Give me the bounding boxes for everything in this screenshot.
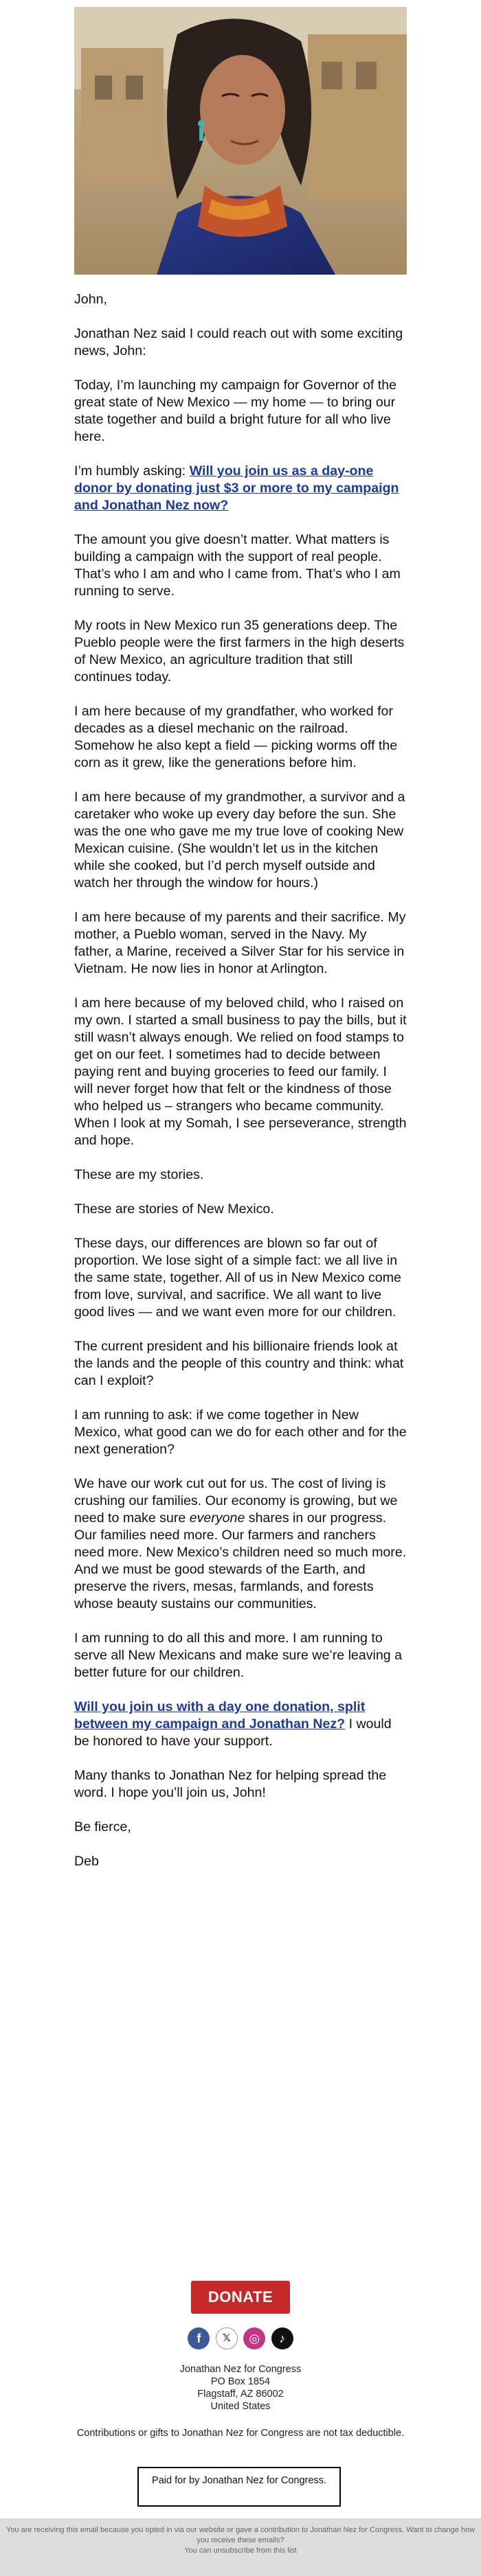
- greeting: John,: [74, 292, 107, 307]
- footer-notice: You are receiving this email because you opted in via our website or gave a contribution to Jonathan Nez for Congress. Want to change how you receive these emails?: [5, 2526, 476, 2544]
- address-country: United States: [210, 2401, 271, 2412]
- email-body: [74, 291, 407, 1887]
- hero-image: [74, 7, 407, 275]
- org-name: Jonathan Nez for Congress: [179, 2364, 302, 2375]
- mailing-address: [0, 2363, 481, 2413]
- paragraph: We have our work cut out for us. The cost of living is crushing our families. Our economy is growing, but we need to make sure everyone shares in our progress. Our families need more. Our farmers and ranchers need more. New Mexico’s children need so much more. And we must be good stewards of the Earth, and preserve the rivers, mesas, farmlands, and forests whose beauty sustains our communities.: [74, 1476, 407, 1611]
- paragraph: Many thanks to Jonathan Nez for helping spread the word. I hope you’ll join us, John!: [74, 1768, 387, 1800]
- tiktok-icon[interactable]: ♪: [271, 2327, 293, 2349]
- paragraph: Jonathan Nez said I could reach out with some exciting news, John:: [74, 326, 403, 358]
- paragraph: I’m humbly asking: Will you join us as a day-one donor by donating just $3 or more to my campaign and Jonathan Nez now?: [74, 463, 399, 513]
- tax-disclaimer: Contributions or gifts to Jonathan Nez for Congress are not tax deductible.: [76, 2428, 405, 2439]
- paragraph: I am here because of my beloved child, who I raised on my own. I started a small business to pay the bills, but it still wasn’t always enough. We relied on food stamps to get on our feet. I sometimes had to decide between paying rent and buying groceries to feed our family. I will never forget how that felt or the kindness of those who helped us – strangers who became community. When I look at my Somah, I see perseverance, strength and hope.: [74, 996, 407, 1148]
- paragraph: Will you join us with a day one donation, split between my campaign and Jonathan Nez? I would be honored to have your support.: [74, 1699, 392, 1749]
- facebook-icon[interactable]: f: [188, 2327, 210, 2349]
- paragraph: I am here because of my grandfather, who worked for decades as a diesel mechanic on the railroad. Somehow he also kept a field — picking worms off the corn as it grew, like the generations before him.: [74, 704, 398, 770]
- paid-for-box: Paid for by Jonathan Nez for Congress.: [137, 2467, 341, 2507]
- paragraph: I am here because of my parents and their sacrifice. My mother, a Pueblo woman, served in the Navy. My father, a Marine, received a Silver Star for his service in Vietnam. He now lies in honor at Arlington.: [74, 910, 406, 976]
- paragraph: Today, I’m launching my campaign for Governor of the great state of New Mexico — my home — to bring our state together and build a bright future for all who live here.: [74, 378, 397, 444]
- donate-link-split[interactable]: Will you join us with a day one donation, split between my campaign and Jonathan Nez?: [74, 1699, 366, 1732]
- signature: Deb: [74, 1854, 99, 1869]
- paragraph: These are stories of New Mexico.: [74, 1201, 274, 1217]
- paragraph: These are my stories.: [74, 1167, 204, 1182]
- paragraph: The amount you give doesn’t matter. What matters is building a campaign with the support of real people. That’s who I am and who I came from. That’s who I am running to serve.: [74, 532, 401, 599]
- address-line: Flagstaff, AZ 86002: [197, 2389, 284, 2400]
- instagram-icon[interactable]: ◎: [243, 2327, 265, 2349]
- address-line: PO Box 1854: [210, 2376, 271, 2387]
- paragraph: These days, our differences are blown so far out of proportion. We lose sight of a simple fact: we all live in the same state, together. All of us in New Mexico come from love, survival, and sacrifice. We all want to live good lives — and we want even more for our children.: [74, 1236, 401, 1320]
- paragraph: The current president and his billionaire friends look at the lands and the people of this country and think: what can I exploit?: [74, 1339, 404, 1388]
- donate-button[interactable]: DONATE: [191, 2281, 290, 2314]
- unsubscribe-link[interactable]: You can unsubscribe from this list: [184, 2546, 297, 2555]
- paragraph: I am running to do all this and more. I am running to serve all New Mexicans and make sure we’re leaving a better future for our children.: [74, 1631, 402, 1680]
- paragraph: I am running to ask: if we come together in New Mexico, what good can we do for each other and for the next generation?: [74, 1407, 407, 1457]
- social-links: [0, 2327, 481, 2349]
- paragraph: I am here because of my grandmother, a survivor and a caretaker who woke up every day before the sun. She was the one who gave me my true love of cooking New Mexican cuisine. (She wouldn’t let us in the kitchen while she cooked, but I’d perch myself outside and watch her through the window for hours.): [74, 790, 405, 890]
- paragraph: My roots in New Mexico run 35 generations deep. The Pueblo people were the first farmers in the high deserts of New Mexico, an agriculture tradition that still continues today.: [74, 618, 405, 685]
- donate-link[interactable]: Will you join us as a day-one donor by donating just $3 or more to my campaign and Jonathan Nez now?: [74, 463, 399, 513]
- x-icon[interactable]: 𝕏: [216, 2327, 238, 2349]
- sign-off: Be fierce,: [74, 1819, 131, 1835]
- donate-container: [0, 2281, 481, 2314]
- email-footer: [0, 2518, 481, 2576]
